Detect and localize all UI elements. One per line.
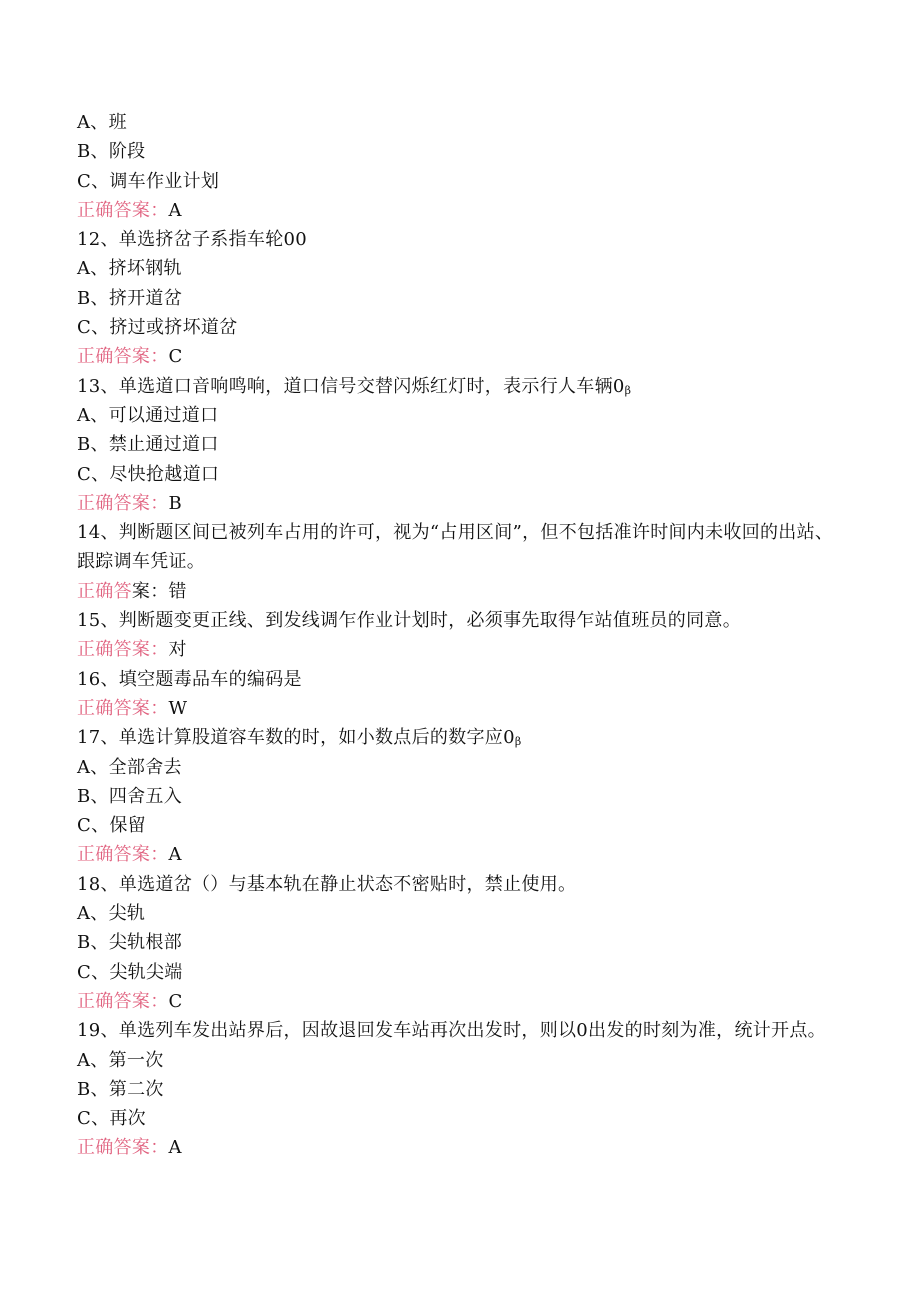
answer-label: 正确答案：: [77, 346, 169, 368]
question-stem: 17、单选计算股道容车数的时，如小数点后的数字应0: [77, 727, 515, 749]
option-label: B、挤开道岔: [77, 287, 183, 309]
answer-line: [77, 577, 847, 606]
option-text: [77, 1046, 847, 1075]
option-text: [77, 899, 847, 928]
answer-label-tail: 案：: [131, 580, 169, 602]
question-text: [77, 1016, 847, 1045]
option-text: [77, 460, 847, 489]
answer-value: A: [168, 844, 182, 866]
option-text: [77, 284, 847, 313]
answer-value: A: [168, 1137, 182, 1159]
question-stem: 15、判断题变更正线、到发线调乍作业计划时，必须事先取得乍站值班员的同意。: [77, 610, 742, 632]
subscript-mark: β: [624, 383, 632, 397]
option-text: [77, 108, 847, 137]
answer-label: 正确答案：: [77, 639, 169, 661]
question-text: [77, 518, 847, 577]
option-text: [77, 1075, 847, 1104]
option-label: A、班: [77, 112, 127, 133]
option-label: C、挤过或挤坏道岔: [77, 317, 238, 339]
option-text: [77, 313, 847, 342]
option-label: B、尖轨根部: [77, 932, 183, 954]
option-text: [77, 958, 847, 987]
answer-value: 错: [168, 580, 187, 602]
answer-line: [77, 342, 847, 371]
answer-value: W: [168, 697, 188, 719]
option-text: [77, 1104, 847, 1133]
option-label: A、尖轨: [77, 903, 146, 925]
answer-label: 正确答案：: [77, 844, 169, 866]
answer-value: B: [168, 492, 183, 514]
option-text: [77, 430, 847, 459]
option-label: B、阶段: [77, 141, 146, 163]
answer-label: 正确答案：: [77, 1137, 169, 1159]
option-label: A、可以通过道口: [77, 404, 219, 426]
question-stem: 19、单选列车发出站界后，因故退回发车站再次出发时，则以0出发的时刻为准，统计开点。: [77, 1020, 826, 1042]
option-label: B、禁止通过道口: [77, 434, 219, 456]
answer-label: 正确答案：: [77, 492, 169, 514]
option-label: C、再次: [77, 1108, 146, 1130]
answer-label: 正确答案：: [77, 199, 169, 221]
answer-line: [77, 635, 847, 664]
answer-line: [77, 1133, 847, 1162]
question-stem: 14、判断题区间已被列车占用的许可，视为“占用区间”，但不包括准许时间内未收回的出站、跟踪调车凭证。: [77, 522, 834, 573]
answer-line: [77, 489, 847, 518]
option-label: C、尽快抢越道口: [77, 463, 220, 485]
option-label: C、调车作业计划: [77, 170, 220, 192]
question-text: [77, 665, 847, 694]
option-label: C、保留: [77, 815, 146, 837]
answer-label: 正确答案：: [77, 990, 169, 1012]
option-label: A、第一次: [77, 1049, 164, 1071]
answer-value: A: [168, 199, 182, 221]
answer-label: 正确答案：: [77, 697, 169, 719]
answer-value: 对: [168, 639, 187, 661]
question-text: [77, 225, 847, 254]
subscript-mark: β: [514, 735, 522, 749]
option-label: B、第二次: [77, 1078, 164, 1100]
question-stem: 12、单选挤岔子系指车轮00: [77, 229, 308, 251]
answer-label: 正确答: [77, 580, 132, 602]
option-text: [77, 928, 847, 957]
option-text: [77, 401, 847, 430]
option-text: [77, 753, 847, 782]
option-text: [77, 167, 847, 196]
option-text: [77, 811, 847, 840]
answer-line: [77, 840, 847, 869]
option-label: C、尖轨尖端: [77, 961, 183, 983]
answer-value: C: [168, 346, 183, 368]
question-stem: 18、单选道岔（）与基本轨在静止状态不密贴时，禁止使用。: [77, 873, 577, 895]
option-label: A、挤坏钢轨: [77, 258, 182, 280]
question-stem: 16、填空题毒品车的编码是: [77, 668, 302, 690]
answer-line: [77, 694, 847, 723]
document-page: [77, 108, 847, 1163]
question-text: [77, 870, 847, 899]
question-text: [77, 606, 847, 635]
option-text: [77, 254, 847, 283]
answer-line: [77, 196, 847, 225]
question-text: [77, 372, 847, 401]
option-text: [77, 137, 847, 166]
option-label: B、四舍五入: [77, 785, 183, 807]
answer-line: [77, 987, 847, 1016]
question-text: [77, 723, 847, 752]
answer-value: C: [168, 990, 183, 1012]
question-stem: 13、单选道口音响鸣响，道口信号交替闪烁红灯时，表示行人车辆0: [77, 375, 625, 397]
option-label: A、全部舍去: [77, 756, 182, 778]
option-text: [77, 782, 847, 811]
